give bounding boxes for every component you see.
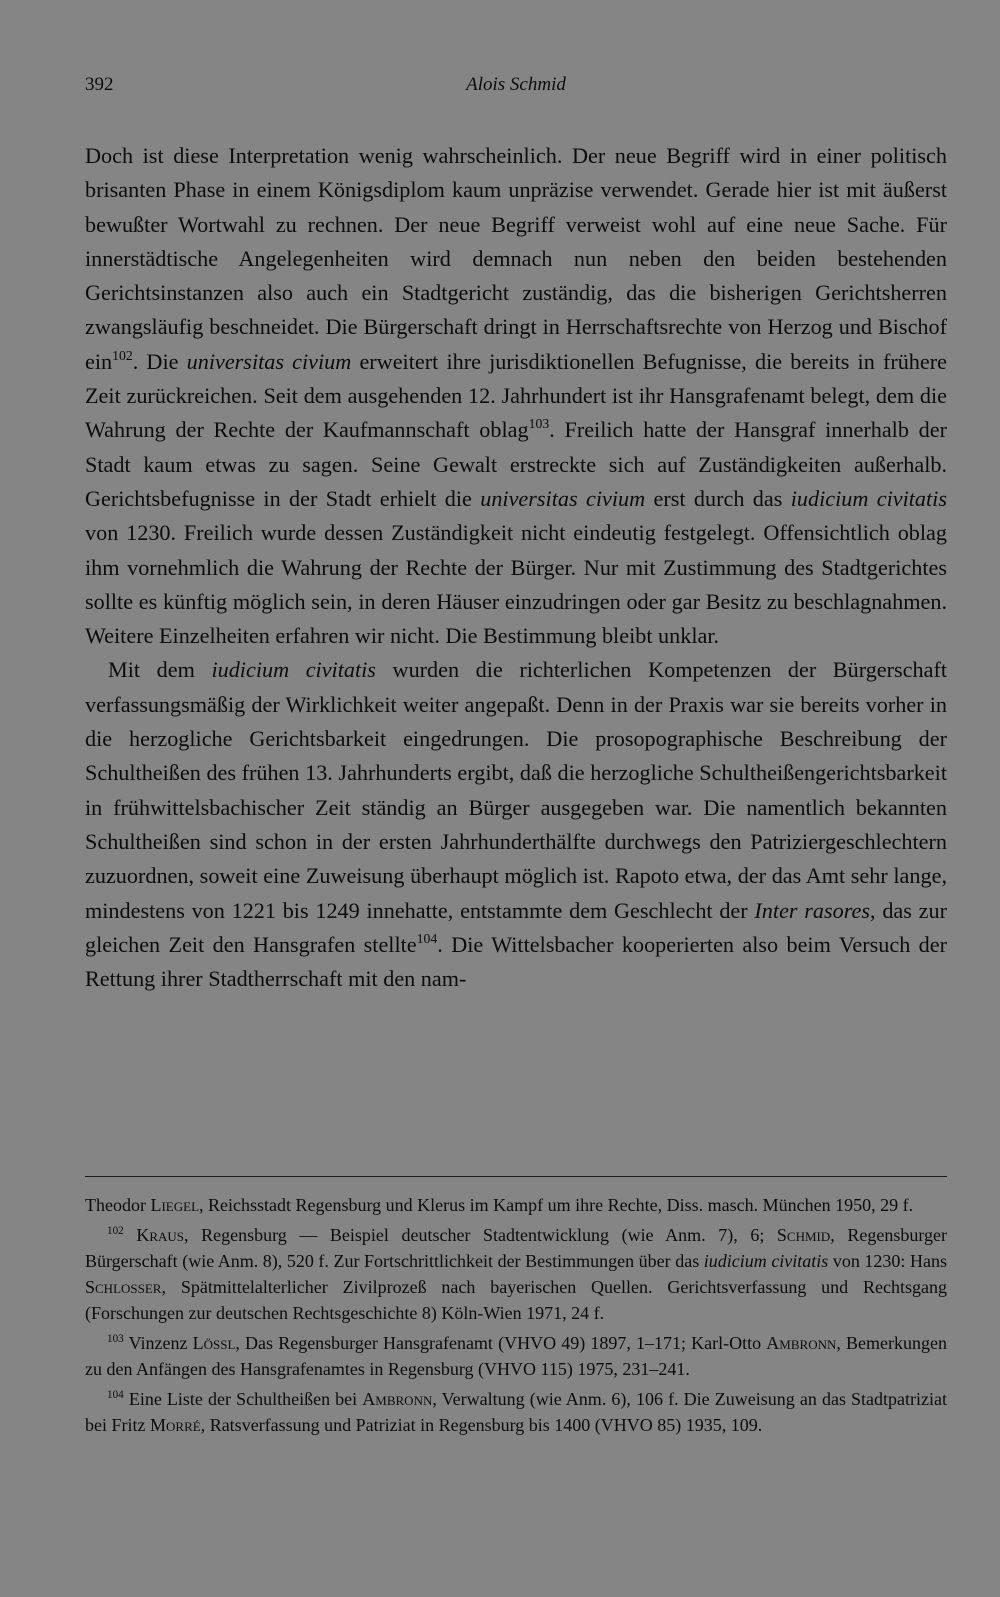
text-run: , das zur gleichen Zeit den Hansgrafen stellte xyxy=(85,897,947,957)
footnote-ref: 102 xyxy=(112,347,133,363)
footnote-continuation xyxy=(85,1192,947,1218)
text-run: , Regensburger Bürgerschaft (wie Anm. 8), 520 f. Zur Fortschrittlichkeit der Bestimmungen über das xyxy=(85,1225,948,1271)
page-number: 392 xyxy=(85,74,114,95)
paragraph xyxy=(85,653,947,996)
text-run: erst durch das xyxy=(645,485,791,511)
footnote-103 xyxy=(85,1330,947,1382)
text-run: , Das Regensburger Hansgrafenamt (VHVO 49) 1897, 1–171; Karl-Otto xyxy=(235,1333,767,1353)
author-name: Liegel xyxy=(150,1195,200,1215)
main-text xyxy=(85,139,947,996)
text-run: Eine Liste der Schultheißen bei xyxy=(128,1389,363,1409)
author-name: Ambronn xyxy=(766,1333,837,1353)
footnote-number: 103 xyxy=(107,1332,124,1345)
text-run: . Freilich hatte der Hansgraf innerhalb der Stadt kaum etwas zu sagen. Seine Gewalt erstreckte sich auf Zuständigkeiten außerhalb. Gerichtsbefugnisse in der Stadt erhielt die xyxy=(85,417,947,511)
author-name: Morré xyxy=(150,1415,201,1435)
author-name: Kraus xyxy=(136,1225,185,1245)
paragraph xyxy=(85,139,947,653)
text-run: von 1230: Hans xyxy=(828,1251,947,1271)
text-run: , Spätmittelalterlicher Zivilprozeß nach bayerischen Quellen. Gerichtsverfassung und Rechtsgang (Forschungen zur deutschen Rechtsgeschichte 8) Köln-Wien 1971, 24 f. xyxy=(85,1277,947,1323)
author-name: Lössl xyxy=(192,1333,236,1353)
page-header xyxy=(85,74,947,104)
footnote-number: 102 xyxy=(107,1224,124,1237)
footnote-104 xyxy=(85,1386,947,1438)
text-run: , Regensburg — Beispiel deutscher Stadtentwicklung (wie Anm. 7), 6; xyxy=(184,1225,777,1245)
text-run: wurden die richterlichen Kompetenzen der Bürgerschaft verfassungsmäßig der Wirklichkeit weiter angepaßt. Denn in der Praxis war sie bereits vorher in die herzogliche Gerichtsbarkeit eingedrungen. Die prosopographische Beschreibung der Schultheißen des frühen 13. Jahrhunderts ergibt, daß die herzogliche Schultheißengerichtsbarkeit in frühwittelsbachischer Zeit ständig an Bürger ausgegeben war. Die namentlich bekannten Schultheißen sind schon in der ersten Jahrhunderthälfte durchwegs den Patriziergeschlechtern zuzuordnen, soweit eine Zuweisung überhaupt möglich ist. Rapoto etwa, der das Amt sehr lange, mindestens von 1221 bis 1249 innehatte, entstammte dem Geschlecht der xyxy=(85,657,947,923)
footnote-divider xyxy=(85,1176,947,1177)
author-name: Ambronn xyxy=(362,1389,433,1409)
text-run: von 1230. Freilich wurde dessen Zuständigkeit nicht eindeutig festgelegt. Offensichtlich oblag ihm vornehmlich die Wahrung der Rechte der Bürger. Nur mit Zustimmung des Stadtgerichtes sollte es künftig möglich sein, in deren Häuser einzudringen oder gar Besitz zu beschlagnahmen. Weitere Einzelheiten erfahren wir nicht. Die Bestimmung bleibt unklar. xyxy=(85,520,947,649)
text-run: , Ratsverfassung und Patriziat in Regensburg bis 1400 (VHVO 85) 1935, 109. xyxy=(200,1415,763,1435)
text-run: , Verwaltung (wie Anm. 6), 106 f. Die Zuweisung an das Stadtpatriziat bei Fritz xyxy=(85,1389,948,1435)
latin-term: iudicium civitatis xyxy=(703,1251,829,1271)
latin-term: universitas civium xyxy=(186,348,352,374)
text-run: Theodor xyxy=(85,1195,151,1215)
text-run: , Reichsstadt Regensburg und Klerus im Kampf um ihre Rechte, Diss. masch. München 1950, 29 f. xyxy=(199,1195,914,1215)
text-run: erweitert ihre jurisdiktionellen Befugnisse, die bereits in frühere Zeit zurückreichen. Seit dem ausgehenden 12. Jahrhundert ist ihr Hansgrafenamt belegt, dem die Wahrung der Rechte der Kaufmannschaft oblag xyxy=(85,348,947,443)
text-run: . Die xyxy=(132,348,187,374)
latin-term: Inter rasores xyxy=(754,897,871,923)
footnote-number: 104 xyxy=(107,1388,124,1401)
latin-term: universitas civium xyxy=(480,485,646,511)
footnote-102 xyxy=(85,1222,947,1326)
running-head: Alois Schmid xyxy=(466,74,566,95)
footnote-ref: 103 xyxy=(528,416,550,432)
latin-term: iudicium civitatis xyxy=(211,657,376,683)
latin-term: iudicium civitatis xyxy=(790,485,947,511)
text-run: , Bemerkungen zu den Anfängen des Hansgrafenamtes in Regensburg (VHVO 115) 1975, 231–241. xyxy=(85,1333,947,1379)
footnote-ref: 104 xyxy=(416,930,438,946)
footnotes xyxy=(85,1192,947,1438)
text-run: . Die Wittelsbacher kooperierten also beim Versuch der Rettung ihrer Stadtherrschaft mit den nam- xyxy=(85,931,947,992)
author-name: Schlosser xyxy=(85,1277,162,1297)
text-run: Vinzenz xyxy=(128,1333,193,1353)
author-name: Schmid xyxy=(776,1225,831,1245)
text-run: Mit dem xyxy=(108,657,212,683)
text-run: Doch ist diese Interpretation wenig wahrscheinlich. Der neue Begriff wird in einer politisch brisanten Phase in einem Königsdiplom kaum unpräzise verwendet. Gerade hier ist mit äußerst bewußter Wortwahl zu rechnen. Der neue Begriff verweist wohl auf eine neue Sache. Für innerstädtische Angelegenheiten wird demnach nun neben den beiden bestehenden Gerichtsinstanzen also auch ein Stadtgericht zuständig, das die bisherigen Gerichtsherren zwangsläufig beschneidet. Die Bürgerschaft dringt in Herrschaftsrechte von Herzog und Bischof ein xyxy=(85,143,947,374)
